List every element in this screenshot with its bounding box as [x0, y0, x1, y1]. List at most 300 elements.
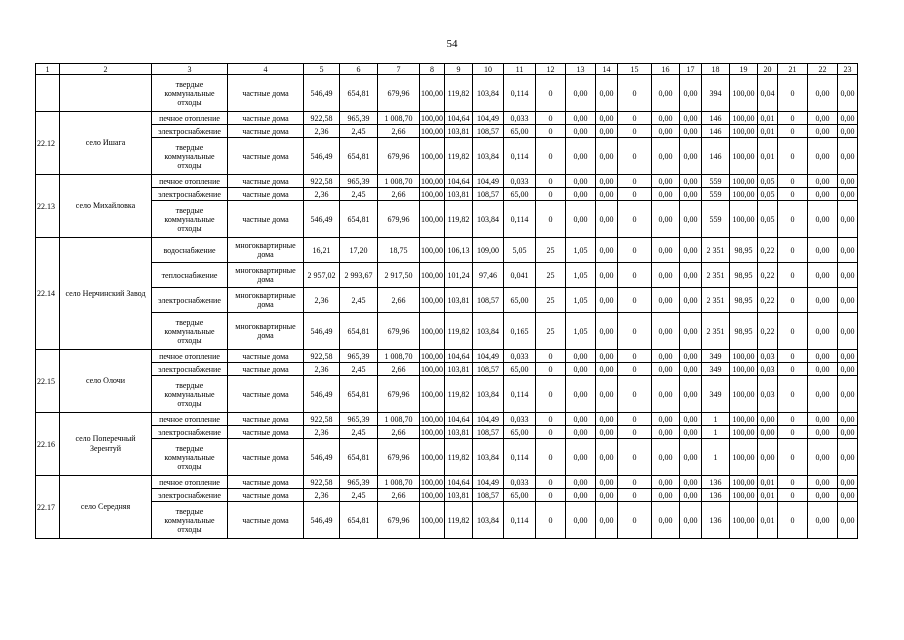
value-cell: 2,36	[304, 188, 340, 201]
value-cell: 0,00	[652, 350, 680, 363]
value-cell: 0	[536, 413, 566, 426]
value-cell: 0,00	[566, 350, 596, 363]
value-cell: 1,05	[566, 288, 596, 313]
value-cell: 108,57	[473, 288, 504, 313]
value-cell: 0,033	[504, 175, 536, 188]
value-cell: 0	[618, 138, 652, 175]
column-number: 13	[566, 64, 596, 75]
value-cell: 2,66	[378, 125, 420, 138]
value-cell: 1 008,70	[378, 413, 420, 426]
value-cell: 146	[702, 112, 730, 125]
housing-type: частные дома	[228, 350, 304, 363]
value-cell: 0,00	[838, 75, 858, 112]
value-cell: 109,00	[473, 238, 504, 263]
value-cell: 5,05	[504, 238, 536, 263]
value-cell: 0,00	[838, 363, 858, 376]
value-cell: 0,00	[566, 188, 596, 201]
value-cell: 0,00	[652, 188, 680, 201]
value-cell: 2,36	[304, 363, 340, 376]
value-cell: 0,00	[652, 125, 680, 138]
value-cell: 0	[618, 175, 652, 188]
value-cell: 108,57	[473, 489, 504, 502]
value-cell: 0,00	[838, 489, 858, 502]
value-cell: 104,64	[445, 350, 473, 363]
housing-type: частные дома	[228, 138, 304, 175]
section-number: 22.14	[36, 238, 60, 350]
value-cell: 0,00	[838, 175, 858, 188]
value-cell: 2 351	[702, 238, 730, 263]
value-cell: 0,22	[758, 313, 778, 350]
value-cell: 0,00	[596, 201, 618, 238]
value-cell: 100,00	[420, 238, 445, 263]
value-cell: 0	[536, 75, 566, 112]
column-number: 18	[702, 64, 730, 75]
section-number: 22.13	[36, 175, 60, 238]
value-cell: 0,01	[758, 502, 778, 539]
value-cell: 0,00	[566, 175, 596, 188]
value-cell: 654,81	[340, 138, 378, 175]
value-cell: 100,00	[730, 376, 758, 413]
value-cell: 65,00	[504, 288, 536, 313]
value-cell: 119,82	[445, 313, 473, 350]
value-cell: 0,00	[596, 413, 618, 426]
value-cell: 98,95	[730, 238, 758, 263]
value-cell: 0	[618, 201, 652, 238]
value-cell: 0	[536, 363, 566, 376]
value-cell: 0	[618, 75, 652, 112]
housing-type: многоквартирные дома	[228, 288, 304, 313]
value-cell: 100,00	[421, 113, 443, 123]
value-cell: 17,20	[340, 238, 378, 263]
value-cell: 136	[702, 502, 730, 539]
value-cell: 0	[536, 138, 566, 175]
table-row	[36, 175, 858, 188]
value-cell: 0,00	[680, 426, 702, 439]
value-cell: 0	[536, 502, 566, 539]
value-cell: 0,04	[758, 75, 778, 112]
value-cell: 100,00	[420, 439, 445, 476]
housing-type: частные дома	[228, 175, 304, 188]
section-number: 22.12	[36, 112, 60, 175]
value-cell: 100,00	[730, 175, 758, 188]
value-cell: 0,00	[566, 376, 596, 413]
column-number: 22	[808, 64, 838, 75]
value-cell: 0	[778, 376, 808, 413]
value-cell: 965,39	[340, 413, 378, 426]
value-cell: 0	[618, 112, 652, 125]
value-cell: 654,81	[340, 502, 378, 539]
value-cell: 119,82	[445, 439, 473, 476]
value-cell: 2 351	[702, 263, 730, 288]
column-number: 6	[340, 64, 378, 75]
column-number: 23	[838, 64, 858, 75]
table-row	[36, 238, 858, 263]
value-cell: 0	[778, 188, 808, 201]
value-cell: 0,00	[808, 238, 838, 263]
value-cell: 100,00	[730, 350, 758, 363]
value-cell: 100,00	[420, 138, 445, 175]
value-cell: 679,96	[378, 138, 420, 175]
column-number: 10	[473, 64, 504, 75]
value-cell: 0,00	[808, 313, 838, 350]
value-cell: 100,00	[421, 490, 443, 500]
service-type: твердые коммунальные отходы	[152, 502, 228, 539]
value-cell: 100,00	[730, 125, 758, 138]
value-cell: 101,24	[445, 263, 473, 288]
settlement-name: село Михайловка	[60, 175, 152, 238]
value-cell: 0,00	[838, 350, 858, 363]
value-cell: 16,21	[304, 238, 340, 263]
housing-type: частные дома	[228, 376, 304, 413]
value-cell: 0,00	[680, 188, 702, 201]
housing-type: частные дома	[228, 112, 304, 125]
value-cell: 104,64	[445, 175, 473, 188]
value-cell: 0,01	[758, 125, 778, 138]
value-cell: 349	[702, 363, 730, 376]
value-cell: 0	[536, 188, 566, 201]
value-cell: 0,00	[596, 502, 618, 539]
value-cell: 0	[618, 413, 652, 426]
housing-type: частные дома	[228, 125, 304, 138]
service-type: твердые коммунальные отходы	[152, 313, 228, 350]
value-cell: 0,00	[652, 313, 680, 350]
value-cell: 100,00	[420, 288, 445, 313]
value-cell: 1	[702, 439, 730, 476]
value-cell: 0,00	[838, 376, 858, 413]
value-cell: 679,96	[378, 439, 420, 476]
value-cell: 0,00	[838, 263, 858, 288]
housing-type: частные дома	[228, 201, 304, 238]
value-cell: 103,81	[445, 363, 473, 376]
value-cell: 0,00	[566, 138, 596, 175]
value-cell: 98,95	[730, 263, 758, 288]
value-cell: 100,00	[421, 126, 443, 136]
value-cell: 546,49	[304, 376, 340, 413]
value-cell: 103,84	[473, 313, 504, 350]
value-cell: 2,36	[304, 288, 340, 313]
value-cell: 1,05	[566, 263, 596, 288]
column-number: 4	[228, 64, 304, 75]
value-cell: 119,82	[445, 502, 473, 539]
table-row	[36, 476, 858, 489]
value-cell: 0	[778, 476, 808, 489]
column-number: 12	[536, 64, 566, 75]
value-cell: 0,00	[652, 201, 680, 238]
column-number: 3	[152, 64, 228, 75]
value-cell: 0,00	[680, 263, 702, 288]
value-cell: 100,00	[730, 489, 758, 502]
value-cell: 0,01	[758, 138, 778, 175]
housing-type: частные дома	[228, 476, 304, 489]
column-number: 8	[420, 64, 445, 75]
value-cell: 65,00	[504, 489, 536, 502]
value-cell: 0,00	[808, 175, 838, 188]
value-cell: 0,00	[680, 138, 702, 175]
value-cell: 0,00	[596, 363, 618, 376]
value-cell: 1 008,70	[378, 175, 420, 188]
value-cell: 0	[618, 238, 652, 263]
service-type: печное отопление	[152, 413, 228, 426]
value-cell: 0,00	[566, 201, 596, 238]
value-cell: 559	[702, 188, 730, 201]
value-cell: 0,00	[596, 75, 618, 112]
value-cell: 2,45	[340, 125, 378, 138]
value-cell: 2,36	[304, 489, 340, 502]
value-cell: 0	[778, 112, 808, 125]
table-row	[36, 263, 858, 288]
column-number: 15	[618, 64, 652, 75]
value-cell: 100,00	[421, 427, 443, 437]
value-cell: 100,00	[420, 502, 445, 539]
value-cell: 0,00	[808, 413, 838, 426]
value-cell: 965,39	[340, 350, 378, 363]
value-cell: 104,49	[473, 112, 504, 125]
value-cell: 104,64	[445, 112, 473, 125]
value-cell: 0,00	[652, 439, 680, 476]
service-type: печное отопление	[152, 350, 228, 363]
value-cell: 0,05	[758, 175, 778, 188]
value-cell: 0,00	[680, 313, 702, 350]
value-cell: 0,00	[680, 350, 702, 363]
value-cell: 0,00	[596, 350, 618, 363]
value-cell: 97,46	[473, 263, 504, 288]
service-type: электроснабжение	[152, 489, 228, 502]
value-cell: 0	[778, 313, 808, 350]
value-cell: 0,00	[596, 439, 618, 476]
value-cell: 0,00	[652, 476, 680, 489]
value-cell: 104,64	[445, 476, 473, 489]
value-cell: 965,39	[340, 175, 378, 188]
value-cell: 0,00	[680, 502, 702, 539]
table-row	[36, 350, 858, 363]
value-cell: 0,033	[504, 112, 536, 125]
value-cell: 654,81	[340, 75, 378, 112]
value-cell: 0,00	[680, 489, 702, 502]
page-number: 54	[446, 38, 458, 50]
value-cell: 100,00	[730, 112, 758, 125]
value-cell: 0	[618, 363, 652, 376]
value-cell: 104,49	[473, 413, 504, 426]
settlement-name: село Поперечный Зерентуй	[60, 413, 152, 476]
value-cell: 108,57	[473, 426, 504, 439]
value-cell: 98,95	[730, 313, 758, 350]
value-cell: 0,00	[652, 288, 680, 313]
value-cell: 103,84	[473, 439, 504, 476]
value-cell: 0	[536, 489, 566, 502]
value-cell: 0,00	[680, 363, 702, 376]
value-cell: 0	[618, 502, 652, 539]
settlement-name: село Олочи	[60, 350, 152, 413]
value-cell: 0	[618, 125, 652, 138]
table-row	[36, 489, 858, 502]
value-cell: 2,66	[378, 288, 420, 313]
value-cell: 0,22	[758, 238, 778, 263]
value-cell: 106,13	[445, 238, 473, 263]
value-cell: 2,36	[304, 125, 340, 138]
value-cell: 1,05	[566, 313, 596, 350]
column-number: 14	[596, 64, 618, 75]
section-number: 22.16	[36, 413, 60, 476]
value-cell: 108,57	[473, 188, 504, 201]
value-cell: 0,00	[566, 125, 596, 138]
value-cell: 0	[618, 439, 652, 476]
column-number: 7	[378, 64, 420, 75]
service-type: электроснабжение	[152, 288, 228, 313]
value-cell: 0,165	[504, 313, 536, 350]
housing-type: многоквартирные дома	[228, 313, 304, 350]
value-cell: 0	[778, 413, 808, 426]
value-cell: 654,81	[340, 376, 378, 413]
value-cell: 0,00	[652, 502, 680, 539]
value-cell: 0	[618, 350, 652, 363]
value-cell: 546,49	[304, 138, 340, 175]
value-cell: 679,96	[378, 376, 420, 413]
value-cell: 2,45	[340, 426, 378, 439]
value-cell: 100,00	[730, 201, 758, 238]
value-cell: 0	[778, 489, 808, 502]
value-cell: 0,00	[808, 363, 838, 376]
table-row	[36, 201, 858, 238]
value-cell: 0	[618, 188, 652, 201]
value-cell: 0,114	[504, 75, 536, 112]
value-cell: 136	[702, 476, 730, 489]
service-type: печное отопление	[152, 175, 228, 188]
value-cell: 0,00	[596, 125, 618, 138]
value-cell: 100,00	[421, 477, 443, 487]
column-number: 21	[778, 64, 808, 75]
value-cell: 0,041	[504, 263, 536, 288]
housing-type: частные дома	[228, 426, 304, 439]
value-cell: 0,00	[596, 288, 618, 313]
value-cell: 349	[702, 350, 730, 363]
value-cell: 0,00	[808, 489, 838, 502]
value-cell: 0	[778, 75, 808, 112]
value-cell: 0	[618, 263, 652, 288]
value-cell: 0,22	[758, 288, 778, 313]
value-cell: 0,00	[838, 201, 858, 238]
value-cell: 100,00	[730, 413, 758, 426]
value-cell: 0	[778, 439, 808, 476]
column-number: 9	[445, 64, 473, 75]
value-cell: 103,81	[445, 188, 473, 201]
value-cell: 0,01	[758, 489, 778, 502]
value-cell: 0,00	[596, 489, 618, 502]
value-cell: 25	[536, 313, 566, 350]
value-cell: 922,58	[304, 175, 340, 188]
service-type: электроснабжение	[152, 426, 228, 439]
value-cell: 104,49	[473, 175, 504, 188]
value-cell: 0,00	[680, 175, 702, 188]
table-row	[36, 75, 858, 112]
value-cell: 0	[618, 489, 652, 502]
table-row	[36, 439, 858, 476]
value-cell: 0,00	[808, 263, 838, 288]
value-cell: 965,39	[340, 476, 378, 489]
value-cell: 0,00	[596, 138, 618, 175]
service-type: твердые коммунальные отходы	[152, 75, 228, 112]
value-cell: 100,00	[730, 426, 758, 439]
value-cell: 0,00	[652, 112, 680, 125]
value-cell: 2,36	[304, 426, 340, 439]
value-cell: 100,00	[730, 75, 758, 112]
value-cell: 0,03	[758, 350, 778, 363]
value-cell: 965,39	[340, 112, 378, 125]
value-cell: 0,00	[566, 476, 596, 489]
value-cell: 100,00	[421, 364, 443, 374]
value-cell: 0,00	[758, 439, 778, 476]
column-number: 16	[652, 64, 680, 75]
value-cell: 0	[536, 376, 566, 413]
value-cell: 679,96	[378, 313, 420, 350]
value-cell: 0,00	[808, 502, 838, 539]
value-cell: 0	[778, 138, 808, 175]
value-cell: 0	[536, 125, 566, 138]
table-row	[36, 376, 858, 413]
value-cell: 0,00	[652, 238, 680, 263]
value-cell: 559	[702, 175, 730, 188]
value-cell: 2,66	[378, 489, 420, 502]
service-type: электроснабжение	[152, 125, 228, 138]
table-row	[36, 125, 858, 138]
value-cell: 0,00	[808, 288, 838, 313]
value-cell: 0	[778, 426, 808, 439]
value-cell: 0	[536, 350, 566, 363]
value-cell: 0,03	[758, 376, 778, 413]
value-cell: 100,00	[420, 313, 445, 350]
value-cell: 103,84	[473, 201, 504, 238]
column-number: 1	[36, 64, 60, 75]
value-cell: 0,00	[758, 413, 778, 426]
value-cell: 0,00	[680, 413, 702, 426]
value-cell: 25	[536, 288, 566, 313]
value-cell: 0,033	[504, 413, 536, 426]
value-cell: 0	[778, 288, 808, 313]
value-cell: 546,49	[304, 313, 340, 350]
value-cell: 104,64	[445, 413, 473, 426]
housing-type: частные дома	[228, 502, 304, 539]
value-cell: 0,00	[680, 125, 702, 138]
value-cell: 0	[778, 125, 808, 138]
value-cell: 0,00	[758, 426, 778, 439]
value-cell: 100,00	[421, 414, 443, 424]
value-cell: 0,00	[838, 138, 858, 175]
value-cell: 100,00	[421, 176, 443, 186]
value-cell: 0,00	[808, 125, 838, 138]
value-cell: 0	[618, 376, 652, 413]
column-number: 17	[680, 64, 702, 75]
value-cell: 559	[702, 201, 730, 238]
value-cell: 0,00	[596, 426, 618, 439]
value-cell: 100,00	[421, 351, 443, 361]
service-type: водоснабжение	[152, 238, 228, 263]
value-cell: 2,45	[340, 363, 378, 376]
value-cell: 0,00	[808, 188, 838, 201]
value-cell: 0,00	[652, 413, 680, 426]
value-cell: 0	[778, 238, 808, 263]
value-cell: 0,00	[596, 313, 618, 350]
table-row	[36, 313, 858, 350]
value-cell: 103,81	[445, 489, 473, 502]
value-cell: 108,57	[473, 363, 504, 376]
value-cell: 679,96	[378, 201, 420, 238]
value-cell: 100,00	[730, 363, 758, 376]
value-cell: 25	[536, 238, 566, 263]
value-cell: 103,84	[473, 75, 504, 112]
value-cell: 136	[702, 489, 730, 502]
value-cell: 0,114	[504, 201, 536, 238]
value-cell: 349	[702, 376, 730, 413]
value-cell: 546,49	[304, 439, 340, 476]
